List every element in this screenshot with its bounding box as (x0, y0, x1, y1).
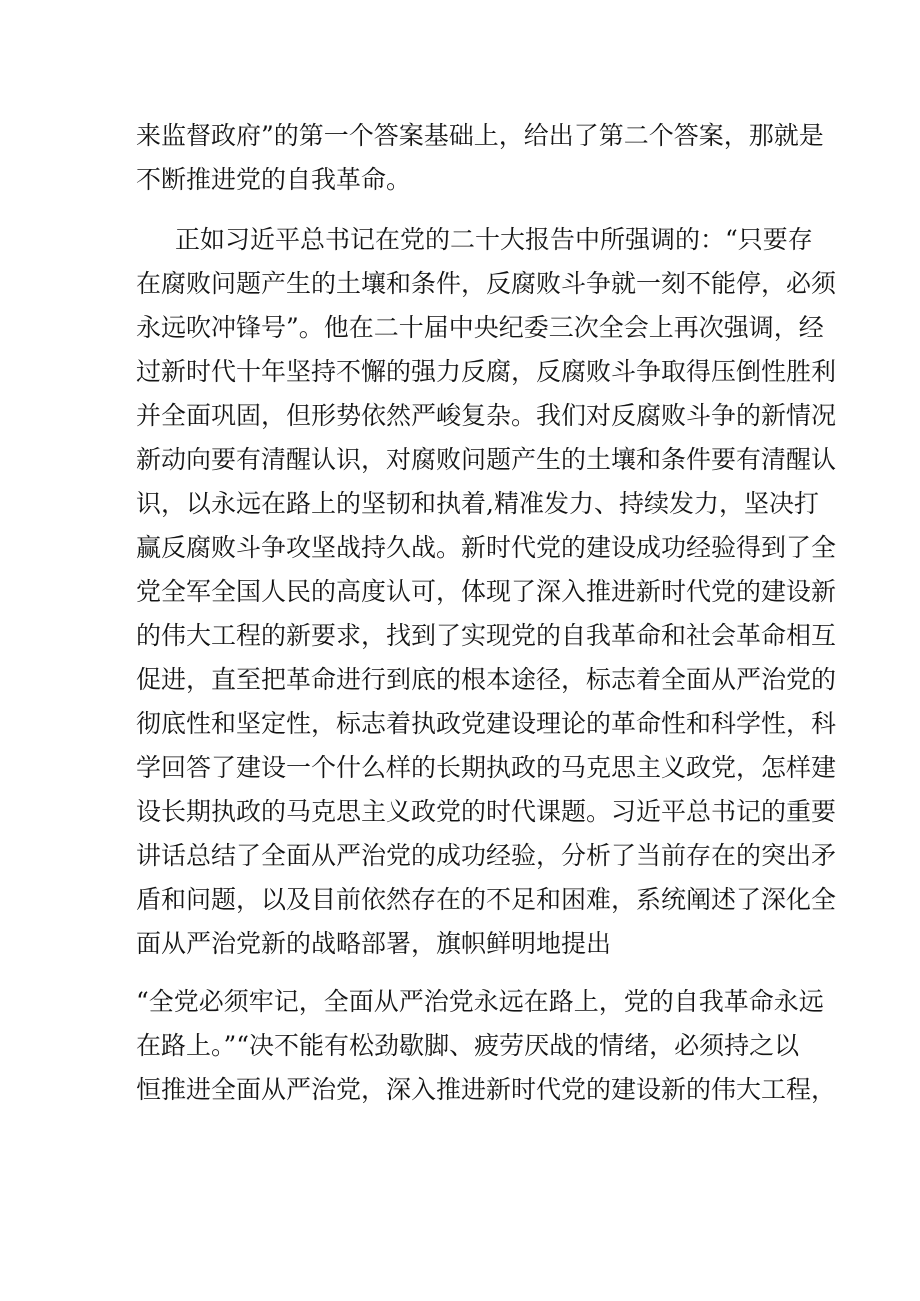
quote-line: 恒推进全面从严治党，深入推进新时代党的建设新的伟大工程， (136, 1075, 837, 1104)
text-line: 设长期执政的马克思主义政党的时代课题。习近平总书记的重要 (136, 797, 837, 826)
text-line: 讲话总结了全面从严治党的成功经验，分析了当前存在的突出矛 (136, 841, 837, 870)
text-line: 学回答了建设一个什么样的长期执政的马克思主义政党，怎样建 (136, 753, 837, 782)
quote-line: 在路上。”“决不能有松劲歇脚、疲劳厌战的情绪，必须持之以 (136, 1031, 800, 1060)
text-line: 党全军全国人民的高度认可，体现了深入推进新时代党的建设新 (136, 577, 837, 606)
text-line: 永远吹冲锋号”。他在二十届中央纪委三次全会上再次强调，经 (136, 313, 824, 342)
text-line: 盾和问题，以及目前依然存在的不足和困难，系统阐述了深化全 (136, 885, 837, 914)
text-line: 识，以永远在路上的坚韧和执着,精准发力、持续发力，坚决打 (136, 489, 819, 518)
paragraph-first-line: 正如习近平总书记在党的二十大报告中所强调的：“只要存 (175, 225, 813, 254)
quote-line: “全党必须牢记，全面从严治党永远在路上，党的自我革命永远 (136, 987, 824, 1016)
text-line: 的伟大工程的新要求，找到了实现党的自我革命和社会革命相互 (136, 621, 837, 650)
text-line: 彻底性和坚定性，标志着执政党建设理论的革命性和科学性，科 (136, 709, 837, 738)
text-line: 赢反腐败斗争攻坚战持久战。新时代党的建设成功经验得到了全 (136, 533, 837, 562)
text-line: 不断推进党的自我革命。 (136, 165, 412, 194)
text-line: 新动向要有清醒认识，对腐败问题产生的土壤和条件要有清醒认 (136, 445, 837, 474)
text-line: 过新时代十年坚持不懈的强力反腐，反腐败斗争取得压倒性胜利 (136, 357, 837, 386)
text-line: 面从严治党新的战略部署，旗帜鲜明地提出 (136, 929, 612, 958)
text-line: 并全面巩固，但形势依然严峻复杂。我们对反腐败斗争的新情况 (136, 401, 837, 430)
text-line: 来监督政府”的第一个答案基础上，给出了第二个答案，那就是 (136, 121, 824, 150)
text-line: 促进，直至把革命进行到底的根本途径，标志着全面从严治党的 (136, 665, 837, 694)
text-line: 在腐败问题产生的土壤和条件，反腐败斗争就一刻不能停，必须 (136, 269, 837, 298)
